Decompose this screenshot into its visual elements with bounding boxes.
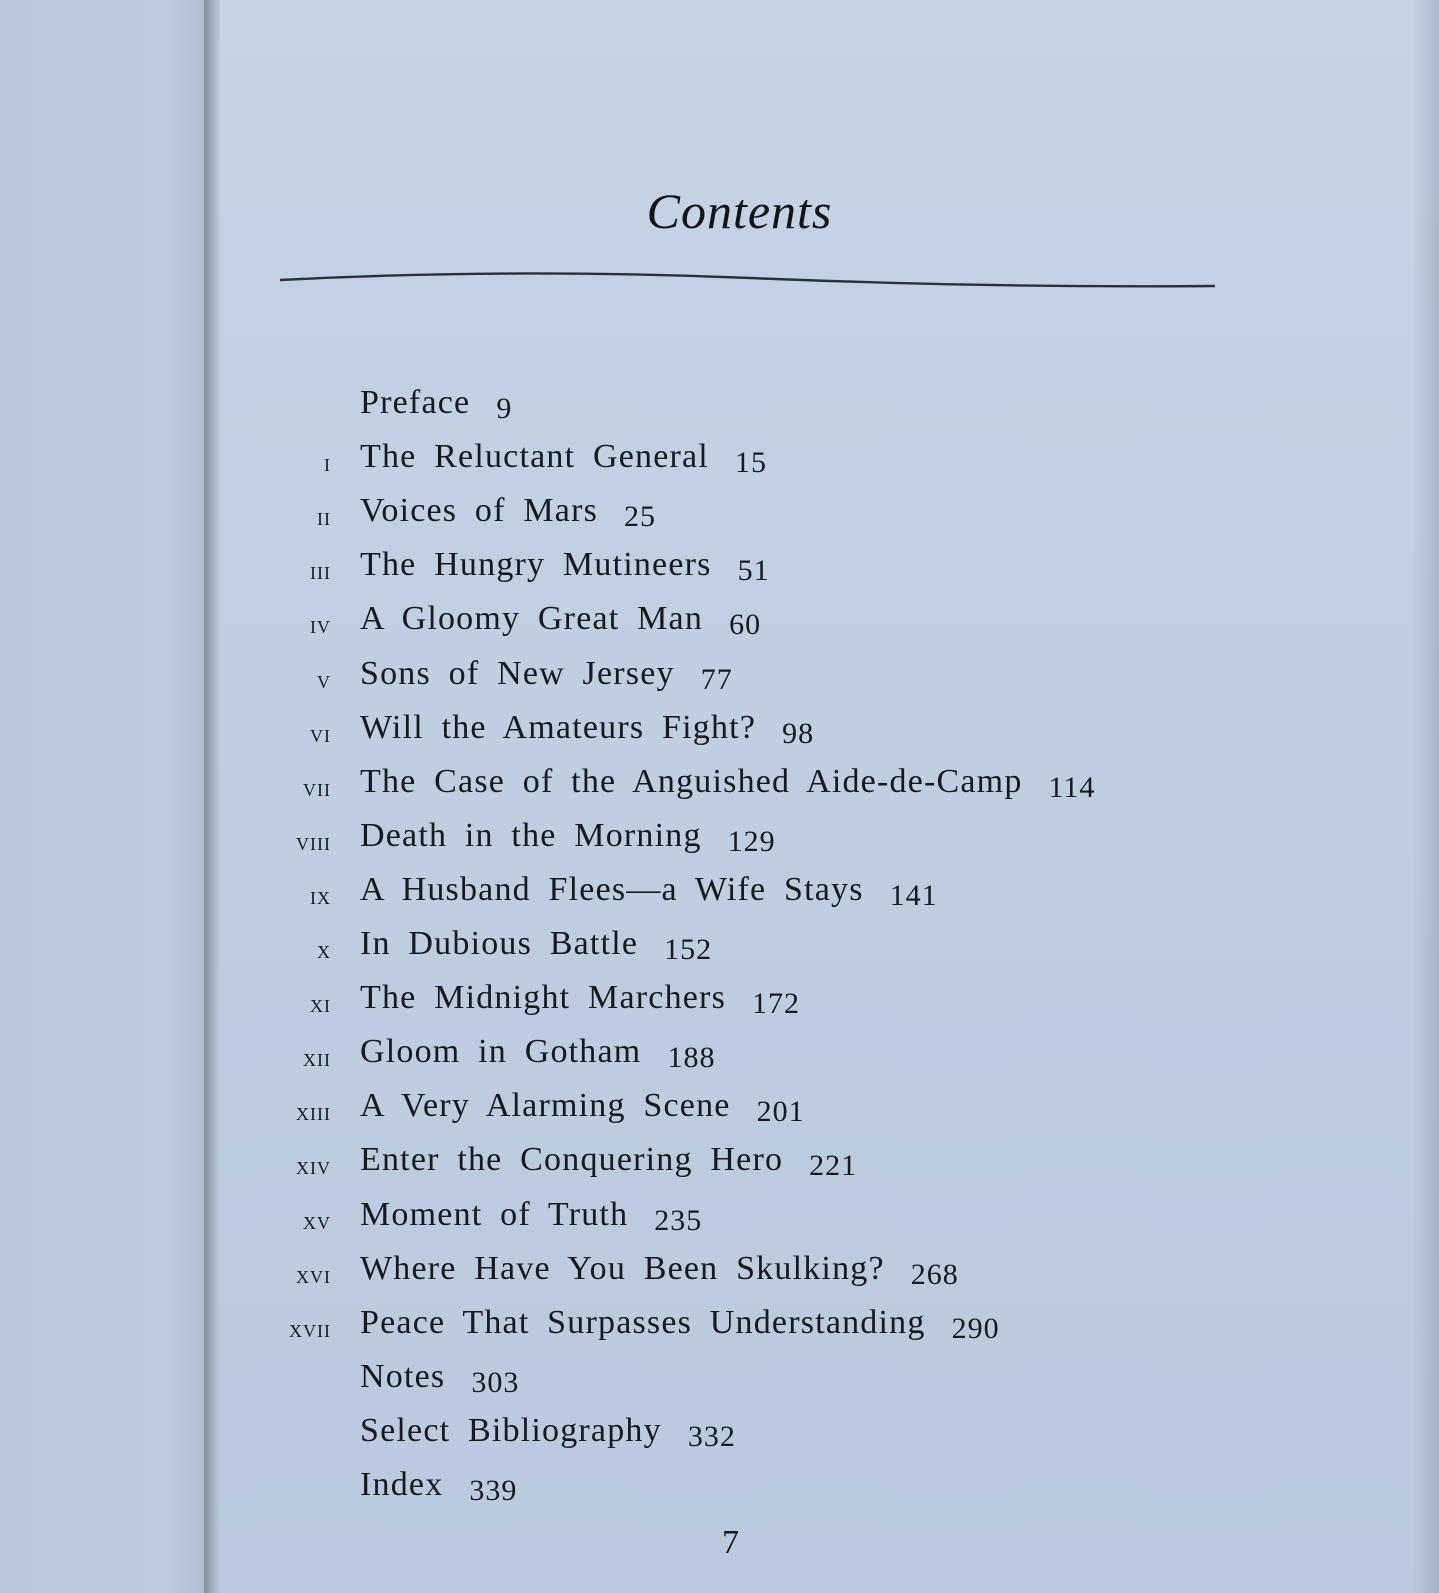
toc-entry-preface[interactable] xyxy=(0,384,1439,432)
chapter-title: Gloom in Gotham xyxy=(360,1033,642,1070)
page-number: 15 xyxy=(734,446,767,479)
chapter-numeral: vi xyxy=(310,719,331,748)
chapter-title: A Husband Flees—a Wife Stays xyxy=(360,871,864,908)
chapter-numeral: x xyxy=(317,935,331,964)
chapter-title: Preface xyxy=(360,384,471,421)
chapter-title: The Midnight Marchers xyxy=(360,979,727,1016)
chapter-numeral: i xyxy=(324,448,331,477)
chapter-numeral: xii xyxy=(303,1043,331,1072)
chapter-title: Where Have You Been Skulking? xyxy=(360,1250,885,1287)
page-number: 221 xyxy=(809,1149,858,1182)
page-number: 303 xyxy=(471,1366,520,1399)
chapter-title: Death in the Morning xyxy=(360,817,702,854)
toc-entry-chapter-3[interactable] xyxy=(0,546,1439,594)
toc-entry-notes[interactable] xyxy=(0,1358,1439,1406)
chapter-numeral: ix xyxy=(310,881,331,910)
page-number: 339 xyxy=(469,1474,518,1507)
toc-entry-index[interactable] xyxy=(0,1466,1439,1514)
page-number: 9 xyxy=(496,392,513,425)
chapter-title: Moment of Truth xyxy=(360,1196,629,1233)
chapter-numeral: xvi xyxy=(296,1260,331,1289)
page-number: 77 xyxy=(700,663,733,696)
toc-entry-chapter-1[interactable] xyxy=(0,438,1439,486)
toc-entry-chapter-5[interactable] xyxy=(0,655,1439,703)
chapter-title: The Reluctant General xyxy=(360,438,709,475)
page-number: 172 xyxy=(752,987,801,1020)
chapter-title: Voices of Mars xyxy=(360,492,599,529)
chapter-numeral: vii xyxy=(303,773,331,802)
page-number: 25 xyxy=(624,500,657,533)
toc-entry-chapter-2[interactable] xyxy=(0,492,1439,540)
chapter-title: Enter the Conquering Hero xyxy=(360,1141,784,1178)
page-number: 152 xyxy=(664,933,713,966)
page-number: 60 xyxy=(729,608,762,641)
page-number: 235 xyxy=(654,1204,703,1237)
chapter-numeral: v xyxy=(317,665,331,694)
page-folio: 7 xyxy=(722,1524,739,1561)
chapter-title: Peace That Surpasses Understanding xyxy=(360,1304,926,1341)
toc-entry-chapter-8[interactable] xyxy=(0,817,1439,865)
toc-entry-chapter-12[interactable] xyxy=(0,1033,1439,1081)
chapter-title: Sons of New Jersey xyxy=(360,655,675,692)
chapter-title: Will the Amateurs Fight? xyxy=(360,709,757,746)
toc-entry-chapter-10[interactable] xyxy=(0,925,1439,973)
chapter-numeral: xiv xyxy=(296,1151,331,1180)
page-number: 141 xyxy=(889,879,938,912)
page-number: 332 xyxy=(687,1420,736,1453)
chapter-numeral: ii xyxy=(317,502,331,531)
toc-entry-chapter-6[interactable] xyxy=(0,709,1439,757)
toc-entry-chapter-13[interactable] xyxy=(0,1087,1439,1135)
chapter-numeral: xvii xyxy=(289,1314,331,1343)
toc-entry-chapter-11[interactable] xyxy=(0,979,1439,1027)
chapter-title: Notes xyxy=(360,1358,446,1395)
page-number: 201 xyxy=(756,1095,805,1128)
chapter-numeral: xiii xyxy=(296,1097,331,1126)
toc-entry-chapter-14[interactable] xyxy=(0,1141,1439,1189)
toc-entry-bibliography[interactable] xyxy=(0,1412,1439,1460)
chapter-numeral: iv xyxy=(310,610,331,639)
toc-entry-chapter-16[interactable] xyxy=(0,1250,1439,1298)
toc-entry-chapter-17[interactable] xyxy=(0,1304,1439,1352)
toc-entry-chapter-15[interactable] xyxy=(0,1196,1439,1244)
page-number: 114 xyxy=(1048,771,1096,804)
chapter-title: A Very Alarming Scene xyxy=(360,1087,731,1124)
page-number: 98 xyxy=(782,717,815,750)
toc-entry-chapter-7[interactable] xyxy=(0,763,1439,811)
page-number: 268 xyxy=(910,1258,959,1291)
toc-entry-chapter-9[interactable] xyxy=(0,871,1439,919)
toc-entry-chapter-4[interactable] xyxy=(0,600,1439,648)
chapter-title: The Case of the Anguished Aide-de-Camp xyxy=(360,763,1023,800)
page-number: 290 xyxy=(951,1312,1000,1345)
chapter-title: Select Bibliography xyxy=(360,1412,662,1449)
title-rule xyxy=(280,270,1215,294)
chapter-numeral: iii xyxy=(310,556,331,585)
chapter-title: A Gloomy Great Man xyxy=(360,600,704,637)
chapter-numeral: xi xyxy=(310,989,331,1018)
chapter-numeral: viii xyxy=(296,827,331,856)
page-number: 129 xyxy=(727,825,776,858)
page-title: Contents xyxy=(646,183,833,239)
chapter-title: Index xyxy=(360,1466,444,1503)
page-number: 188 xyxy=(667,1041,716,1074)
chapter-numeral: xv xyxy=(303,1206,331,1235)
page-number: 51 xyxy=(737,554,770,587)
chapter-title: In Dubious Battle xyxy=(360,925,639,962)
chapter-title: The Hungry Mutineers xyxy=(360,546,712,583)
